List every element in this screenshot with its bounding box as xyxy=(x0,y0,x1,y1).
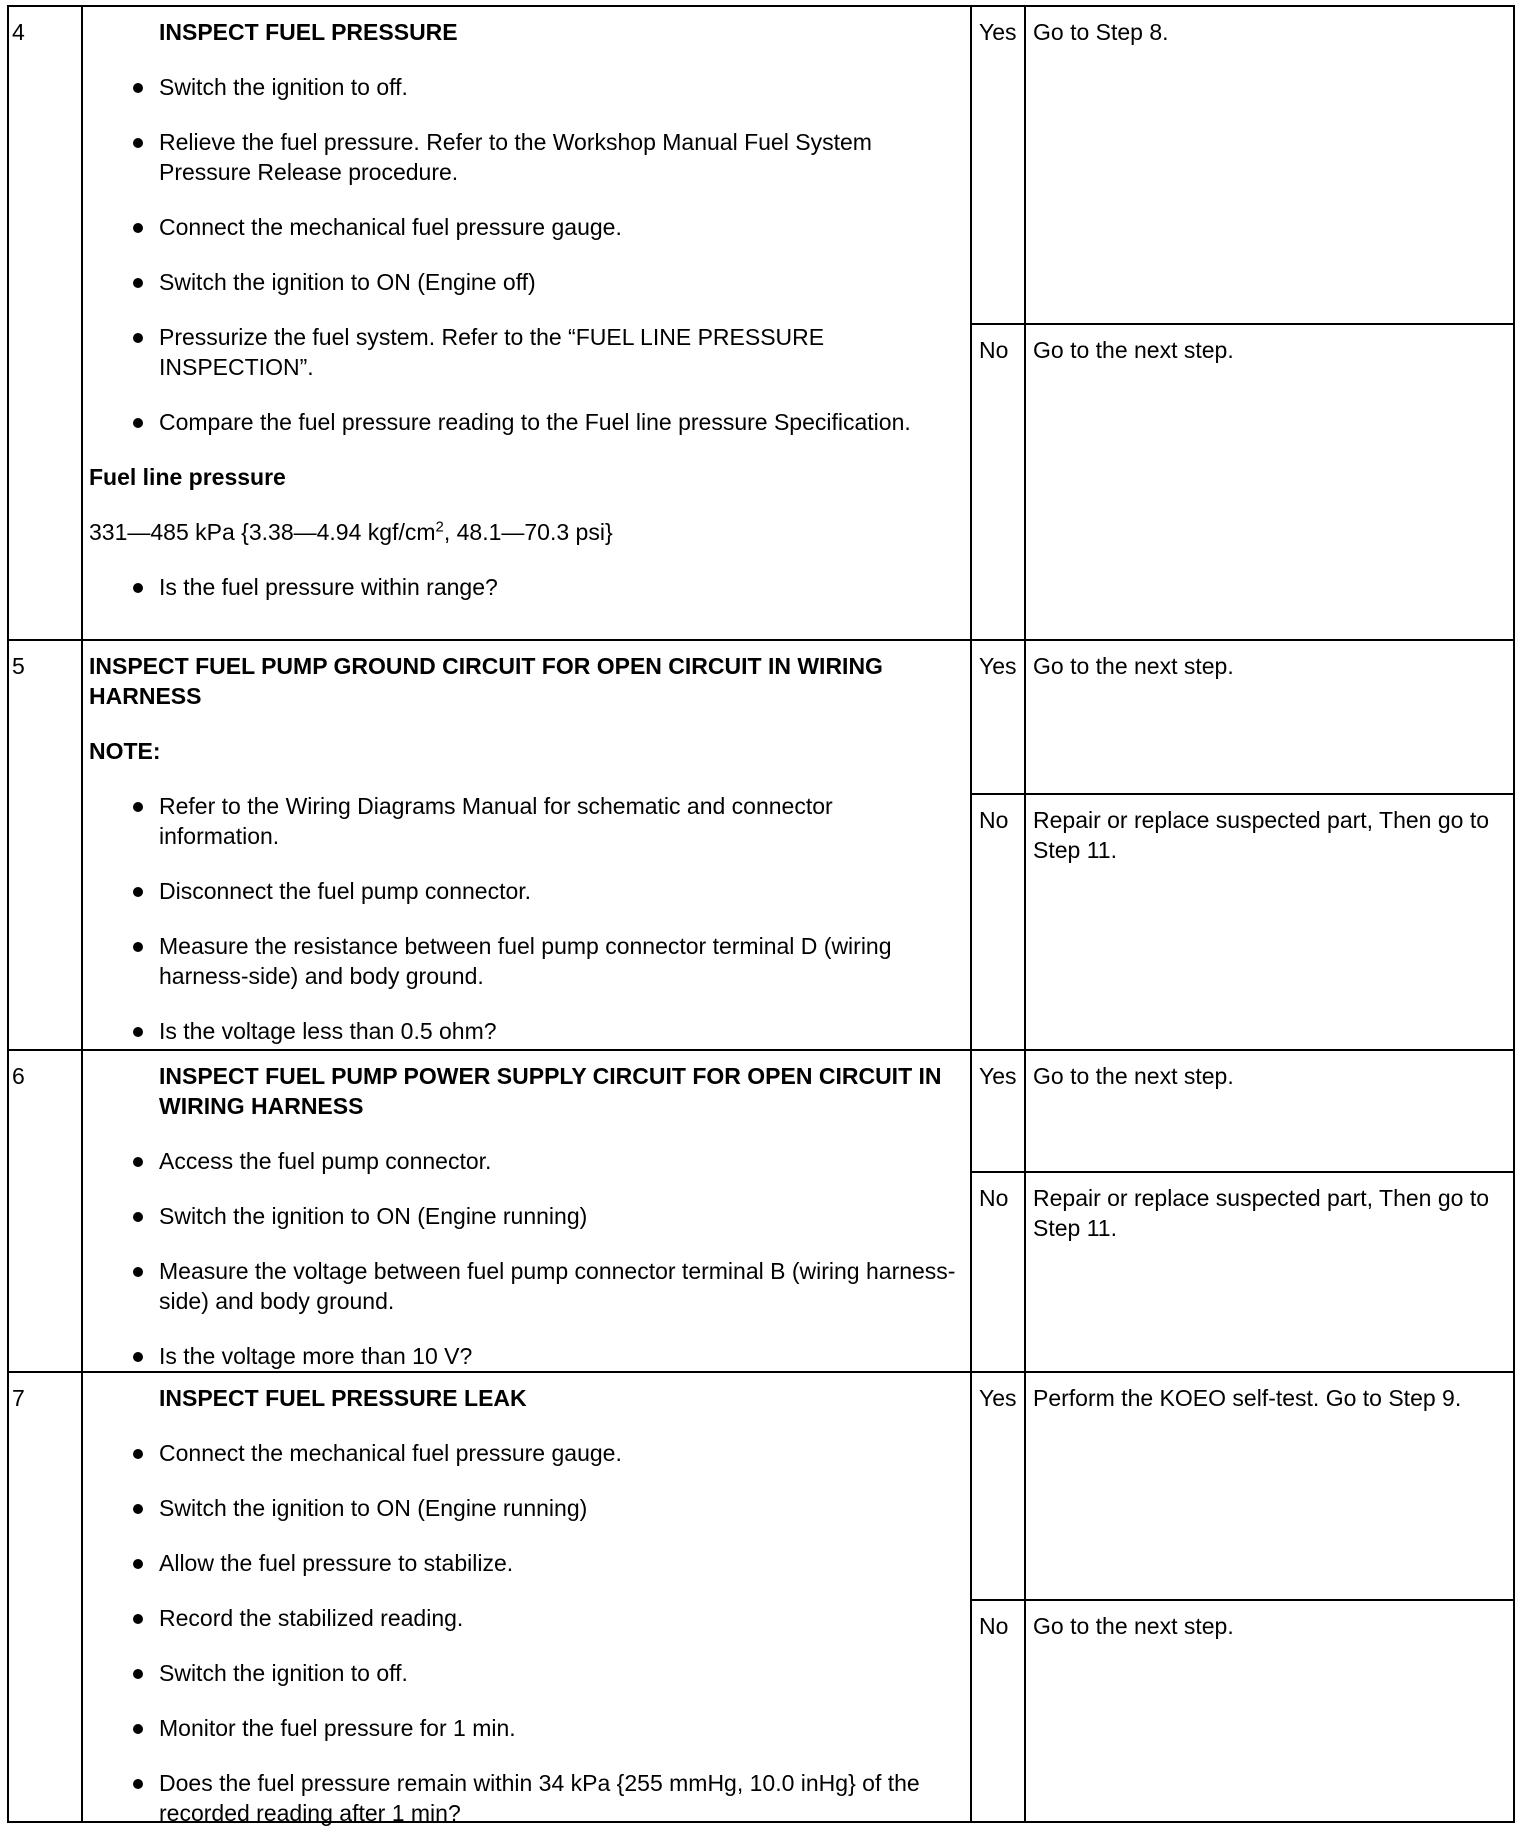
diagnostic-procedure-table xyxy=(7,5,1515,1826)
bullet-item: Disconnect the fuel pump connector. xyxy=(83,876,958,906)
step-row-6 xyxy=(9,1049,1513,1371)
yes-answer xyxy=(972,641,1513,793)
bullet-item: Record the stabilized reading. xyxy=(83,1603,958,1633)
no-answer xyxy=(972,1599,1513,1821)
bullet-icon xyxy=(133,887,143,897)
yes-label: Yes xyxy=(972,1051,1026,1171)
bullet-icon xyxy=(133,802,143,812)
no-answer xyxy=(972,323,1513,639)
spec-label: Fuel line pressure xyxy=(89,464,286,490)
no-answer xyxy=(972,793,1513,1049)
bullet-icon xyxy=(133,333,143,343)
step-title: INSPECT FUEL PUMP POWER SUPPLY CIRCUIT FOR OPEN CIRCUIT IN WIRING HARNESS xyxy=(159,1063,942,1119)
step-row-5 xyxy=(9,639,1513,1049)
no-action: Repair or replace suspected part, Then go to Step 11. xyxy=(1033,807,1490,863)
bullet-item: Switch the ignition to ON (Engine running) xyxy=(83,1493,958,1523)
step-number: 7 xyxy=(9,1373,83,1821)
action-cell xyxy=(83,7,972,639)
step-title: INSPECT FUEL PRESSURE xyxy=(159,19,458,45)
bullet-icon xyxy=(133,583,143,593)
yes-answer xyxy=(972,1373,1513,1599)
question-item: Is the fuel pressure within range? xyxy=(83,572,958,602)
bullet-item: Measure the resistance between fuel pump connector terminal D (wiring harness-side) and body ground. xyxy=(83,931,958,991)
step-number: 6 xyxy=(9,1051,83,1371)
bullet-item: Refer to the Wiring Diagrams Manual for schematic and connector information. xyxy=(83,791,958,851)
bullet-icon xyxy=(133,1779,143,1789)
no-label: No xyxy=(972,1601,1026,1821)
bullet-item: Is the voltage less than 0.5 ohm? xyxy=(83,1016,958,1046)
yes-label: Yes xyxy=(972,7,1026,323)
result-cell xyxy=(972,1051,1513,1371)
yes-label: Yes xyxy=(972,1373,1026,1599)
bullet-item: Allow the fuel pressure to stabilize. xyxy=(83,1548,958,1578)
step-title: INSPECT FUEL PUMP GROUND CIRCUIT FOR OPEN CIRCUIT IN WIRING HARNESS xyxy=(89,653,883,709)
bullet-item: Access the fuel pump connector. xyxy=(83,1146,958,1176)
bullet-item: Switch the ignition to off. xyxy=(83,72,958,102)
yes-action: Go to the next step. xyxy=(1033,653,1234,679)
bullet-item: Switch the ignition to off. xyxy=(83,1658,958,1688)
action-cell xyxy=(83,1051,972,1371)
yes-answer xyxy=(972,7,1513,323)
result-cell xyxy=(972,1373,1513,1821)
bullet-icon xyxy=(133,223,143,233)
bullet-item: Connect the mechanical fuel pressure gauge. xyxy=(83,212,958,242)
yes-action: Go to the next step. xyxy=(1033,1063,1234,1089)
bullet-item: Pressurize the fuel system. Refer to the “FUEL LINE PRESSURE INSPECTION”. xyxy=(83,322,958,382)
yes-action: Perform the KOEO self-test. Go to Step 9. xyxy=(1033,1385,1462,1411)
no-action: Go to the next step. xyxy=(1033,337,1234,363)
bullet-icon xyxy=(133,1614,143,1624)
bullet-item: Switch the ignition to ON (Engine off) xyxy=(83,267,958,297)
result-cell xyxy=(972,641,1513,1049)
bullet-icon xyxy=(133,1352,143,1362)
bullet-icon xyxy=(133,1559,143,1569)
action-cell xyxy=(83,1373,972,1826)
bullet-item: Does the fuel pressure remain within 34 kPa {255 mmHg, 10.0 inHg} of the recorded reading after 1 min? xyxy=(83,1768,958,1828)
no-label: No xyxy=(972,325,1026,639)
bullet-icon xyxy=(133,1504,143,1514)
bullet-icon xyxy=(133,1449,143,1459)
bullet-icon xyxy=(133,1212,143,1222)
yes-action: Go to Step 8. xyxy=(1033,19,1169,45)
bullet-icon xyxy=(133,1724,143,1734)
bullet-icon xyxy=(133,1027,143,1037)
bullet-item: Is the voltage more than 10 V? xyxy=(83,1341,958,1371)
step-row-4 xyxy=(9,7,1513,639)
step-number: 5 xyxy=(9,641,83,1049)
bullet-item: Measure the voltage between fuel pump connector terminal B (wiring harness-side) and body ground. xyxy=(83,1256,958,1316)
bullet-item: Relieve the fuel pressure. Refer to the Workshop Manual Fuel System Pressure Release procedure. xyxy=(83,127,958,187)
step-title: INSPECT FUEL PRESSURE LEAK xyxy=(159,1385,527,1411)
bullet-item: Switch the ignition to ON (Engine running) xyxy=(83,1201,958,1231)
bullet-item: Monitor the fuel pressure for 1 min. xyxy=(83,1713,958,1743)
yes-answer xyxy=(972,1051,1513,1171)
no-action: Repair or replace suspected part, Then go to Step 11. xyxy=(1033,1185,1490,1241)
no-label: No xyxy=(972,795,1026,1049)
no-answer xyxy=(972,1171,1513,1371)
bullet-icon xyxy=(133,942,143,952)
step-row-7 xyxy=(9,1371,1513,1826)
no-action: Go to the next step. xyxy=(1033,1613,1234,1639)
result-cell xyxy=(972,7,1513,639)
step-number: 4 xyxy=(9,7,83,639)
bullet-icon xyxy=(133,1267,143,1277)
action-cell xyxy=(83,641,972,1049)
bullet-icon xyxy=(133,138,143,148)
bullet-item: Connect the mechanical fuel pressure gauge. xyxy=(83,1438,958,1468)
bullet-icon xyxy=(133,1669,143,1679)
spec-value: 331—485 kPa {3.38—4.94 kgf/$cm^2$, 48.1—70.3 psi} xyxy=(89,518,613,545)
bullet-icon xyxy=(133,83,143,93)
bullet-icon xyxy=(133,418,143,428)
no-label: No xyxy=(972,1173,1026,1371)
bullet-item: Compare the fuel pressure reading to the Fuel line pressure Specification. xyxy=(83,407,958,437)
bullet-icon xyxy=(133,1157,143,1167)
note-label: NOTE: xyxy=(89,738,161,764)
yes-label: Yes xyxy=(972,641,1026,793)
bullet-icon xyxy=(133,278,143,288)
